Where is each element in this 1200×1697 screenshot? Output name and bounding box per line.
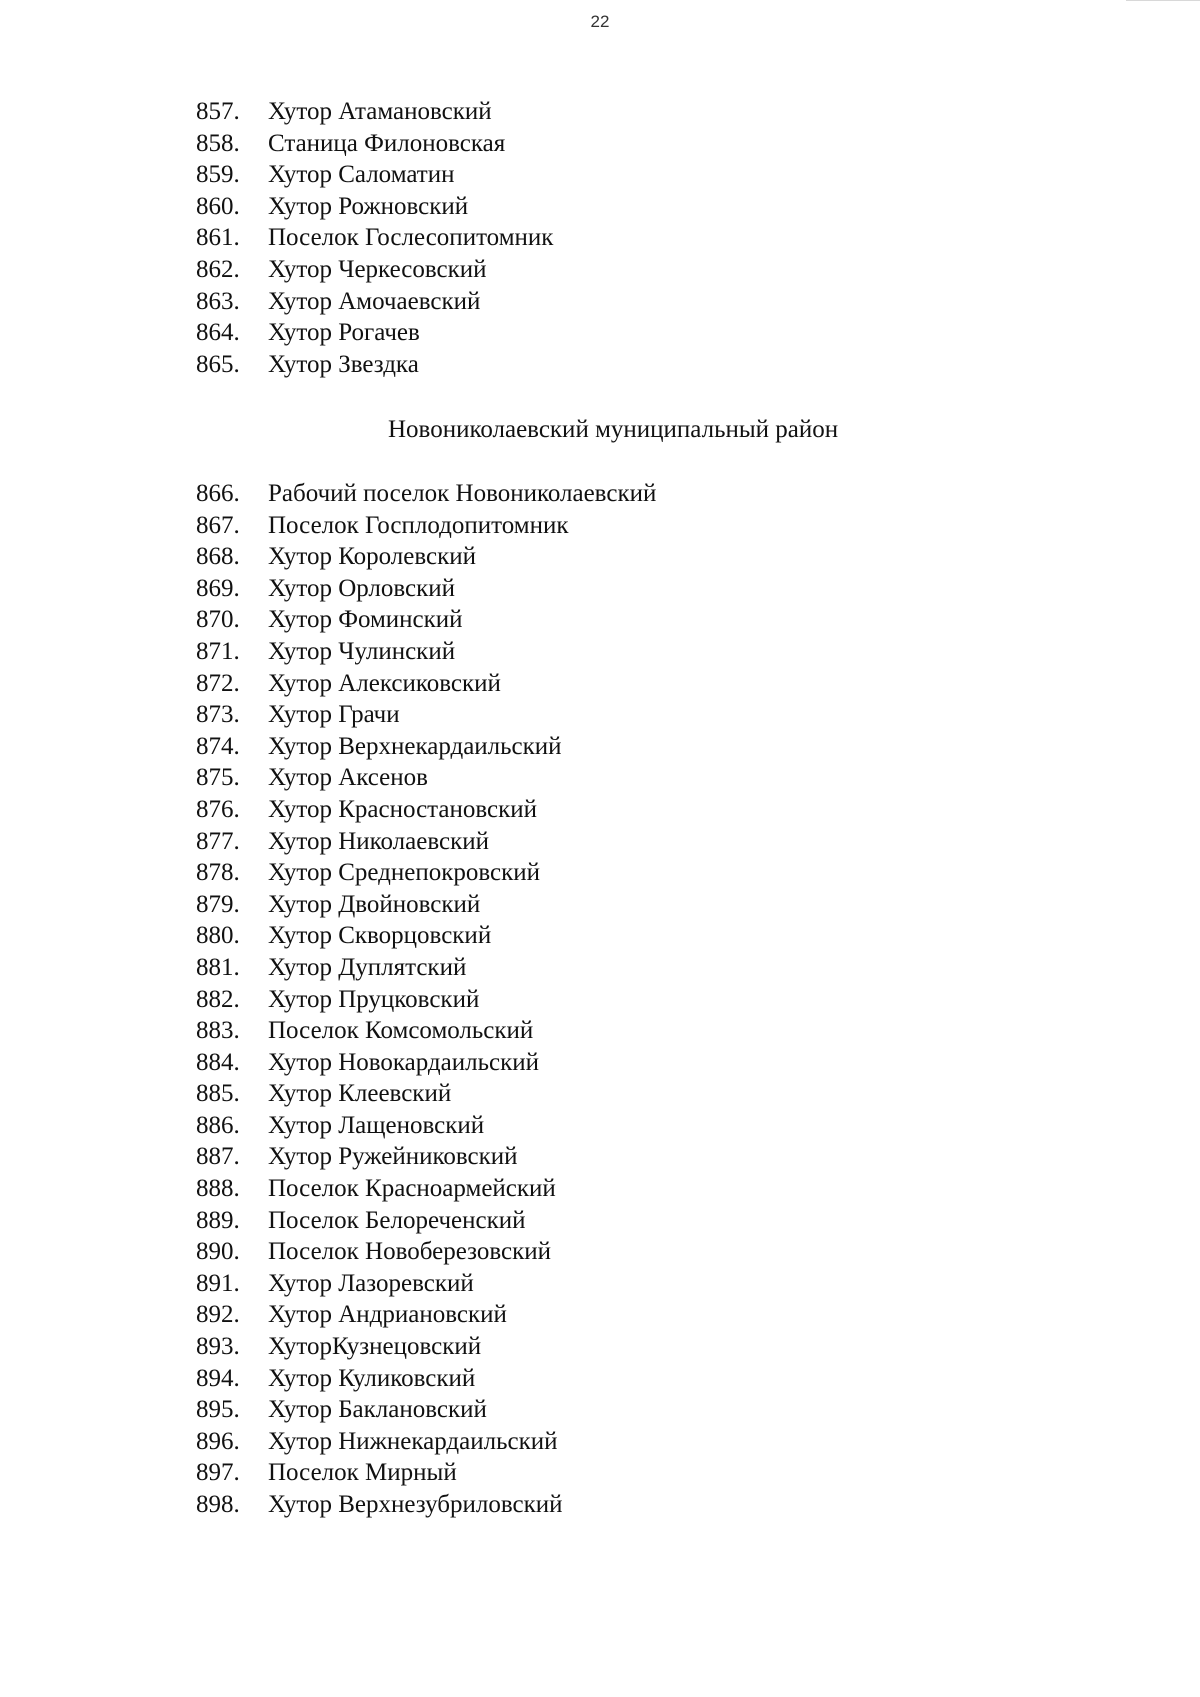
- list-item: [196, 731, 656, 763]
- list-item: [196, 478, 656, 510]
- item-number: 881.: [196, 953, 240, 981]
- list-item: [196, 668, 656, 700]
- item-name: Хутор Среднепокровский: [268, 859, 541, 887]
- item-name: Хутор Верхнекардаильский: [268, 732, 562, 760]
- item-name: Хутор Андриановский: [268, 1301, 507, 1329]
- item-name: Рабочий поселок Новониколаевский: [268, 480, 657, 507]
- list-item: [196, 857, 656, 889]
- item-number: 858.: [196, 129, 240, 157]
- list-item: [196, 1078, 656, 1110]
- item-name: Хутор Рожновский: [268, 192, 469, 220]
- item-number: 859.: [196, 161, 240, 189]
- item-name: Хутор Нижнекардаильский: [268, 1427, 558, 1455]
- item-name: Поселок Белореченский: [268, 1206, 526, 1234]
- item-number: 893.: [196, 1333, 240, 1361]
- item-name: Хутор Ружейниковский: [268, 1143, 518, 1171]
- list-item: [196, 699, 656, 731]
- item-number: 860.: [196, 192, 240, 220]
- item-number: 887.: [196, 1143, 240, 1171]
- item-name: Хутор Королевский: [268, 543, 477, 571]
- item-name: Станица Филоновская: [268, 129, 506, 157]
- item-name: Хутор Лазоревский: [268, 1269, 474, 1297]
- item-name: Хутор Куликовский: [268, 1364, 476, 1392]
- item-name: Поселок Новоберезовский: [268, 1238, 552, 1266]
- list-item: [196, 254, 553, 286]
- item-name: Хутор Рогачев: [268, 319, 420, 347]
- item-name: Поселок Мирный: [268, 1459, 457, 1487]
- list-item: [196, 96, 553, 128]
- item-number: 888.: [196, 1175, 240, 1203]
- item-number: 886.: [196, 1111, 240, 1139]
- item-name: Хутор Черкесовский: [268, 255, 487, 283]
- list-item: [196, 286, 553, 318]
- item-number: 898.: [196, 1491, 240, 1518]
- list-item: [196, 317, 553, 349]
- list-item: [196, 636, 656, 668]
- item-name: Хутор Лащеновский: [268, 1111, 485, 1139]
- list-item: [196, 1363, 656, 1395]
- list-item: [196, 1110, 656, 1142]
- item-number: 889.: [196, 1206, 240, 1234]
- item-number: 882.: [196, 985, 240, 1013]
- item-name: Хутор Пруцковский: [268, 985, 480, 1013]
- item-number: 871.: [196, 637, 240, 665]
- item-number: 865.: [196, 350, 240, 378]
- item-name: Хутор Николаевский: [268, 827, 490, 855]
- list-item: [196, 1489, 656, 1521]
- item-name: Хутор Звездка: [268, 350, 419, 378]
- list-item: [196, 762, 656, 794]
- item-number: 875.: [196, 764, 240, 792]
- list-item: [196, 1299, 656, 1331]
- item-number: 872.: [196, 669, 240, 697]
- scan-edge-mark: [1126, 0, 1200, 5]
- item-name: Хутор Клеевский: [268, 1080, 452, 1108]
- item-name: Поселок Гослесопитомник: [268, 224, 554, 252]
- list-item: [196, 984, 656, 1016]
- item-number: 885.: [196, 1080, 240, 1108]
- list-item: [196, 159, 553, 191]
- item-number: 884.: [196, 1048, 240, 1076]
- item-name: Хутор Грачи: [268, 701, 400, 729]
- list-item: [196, 1394, 656, 1426]
- list-item: [196, 604, 656, 636]
- item-number: 897.: [196, 1459, 240, 1487]
- list-item: [196, 1047, 656, 1079]
- item-number: 861.: [196, 224, 240, 252]
- item-name: Хутор Верхнезубриловский: [268, 1491, 563, 1518]
- list-item: [196, 541, 656, 573]
- item-number: 866.: [196, 480, 240, 507]
- item-number: 873.: [196, 701, 240, 729]
- settlement-list-after: [196, 478, 656, 1521]
- item-name: Хутор Аксенов: [268, 764, 428, 792]
- item-number: 867.: [196, 511, 240, 539]
- item-number: 883.: [196, 1017, 240, 1045]
- list-item: [196, 191, 553, 223]
- item-name: Хутор Орловский: [268, 574, 456, 602]
- item-name: Хутор Красностановский: [268, 795, 538, 823]
- item-number: 891.: [196, 1269, 240, 1297]
- page-number: 22: [590, 12, 610, 31]
- item-number: 874.: [196, 732, 240, 760]
- item-name: ХуторКузнецовский: [268, 1333, 482, 1361]
- item-number: 890.: [196, 1238, 240, 1266]
- item-name: Хутор Скворцовский: [268, 922, 492, 950]
- item-name: Хутор Алексиковский: [268, 669, 501, 697]
- item-number: 896.: [196, 1427, 240, 1455]
- section-heading: Новониколаевский муниципальный район: [388, 416, 839, 443]
- item-number: 857.: [196, 98, 240, 125]
- list-item: [196, 1457, 656, 1489]
- item-name: Хутор Саломатин: [268, 161, 455, 189]
- item-number: 878.: [196, 859, 240, 887]
- list-item: [196, 573, 656, 605]
- item-name: Хутор Баклановский: [268, 1396, 487, 1424]
- item-name: Хутор Атамановский: [268, 98, 492, 125]
- list-item: [196, 920, 656, 952]
- list-item: [196, 1141, 656, 1173]
- list-item: [196, 1268, 656, 1300]
- item-number: 864.: [196, 319, 240, 347]
- settlement-list-before: [196, 96, 553, 380]
- list-item: [196, 222, 553, 254]
- item-name: Поселок Госплодопитомник: [268, 511, 569, 539]
- item-name: Хутор Чулинский: [268, 637, 456, 665]
- list-item: [196, 1331, 656, 1363]
- list-item: [196, 952, 656, 984]
- list-item: [196, 1015, 656, 1047]
- item-number: 863.: [196, 287, 240, 315]
- item-number: 895.: [196, 1396, 240, 1424]
- list-item: [196, 1173, 656, 1205]
- list-item: [196, 889, 656, 921]
- item-number: 876.: [196, 795, 240, 823]
- list-item: [196, 826, 656, 858]
- item-name: Хутор Дуплятский: [268, 953, 467, 981]
- list-item: [196, 349, 553, 381]
- item-number: 862.: [196, 255, 240, 283]
- list-item: [196, 1426, 656, 1458]
- item-name: Хутор Двойновский: [268, 890, 481, 918]
- list-item: [196, 794, 656, 826]
- item-number: 879.: [196, 890, 240, 918]
- item-name: Хутор Новокардаильский: [268, 1048, 539, 1076]
- item-number: 880.: [196, 922, 240, 950]
- list-item: [196, 128, 553, 160]
- item-number: 868.: [196, 543, 240, 571]
- list-item: [196, 1205, 656, 1237]
- list-item: [196, 510, 656, 542]
- item-name: Хутор Фоминский: [268, 606, 463, 634]
- item-number: 894.: [196, 1364, 240, 1392]
- item-number: 892.: [196, 1301, 240, 1329]
- item-name: Поселок Комсомольский: [268, 1017, 534, 1045]
- item-name: Хутор Амочаевский: [268, 287, 481, 315]
- item-name: Поселок Красноармейский: [268, 1175, 556, 1203]
- item-number: 870.: [196, 606, 240, 634]
- list-item: [196, 1236, 656, 1268]
- item-number: 869.: [196, 574, 240, 602]
- item-number: 877.: [196, 827, 240, 855]
